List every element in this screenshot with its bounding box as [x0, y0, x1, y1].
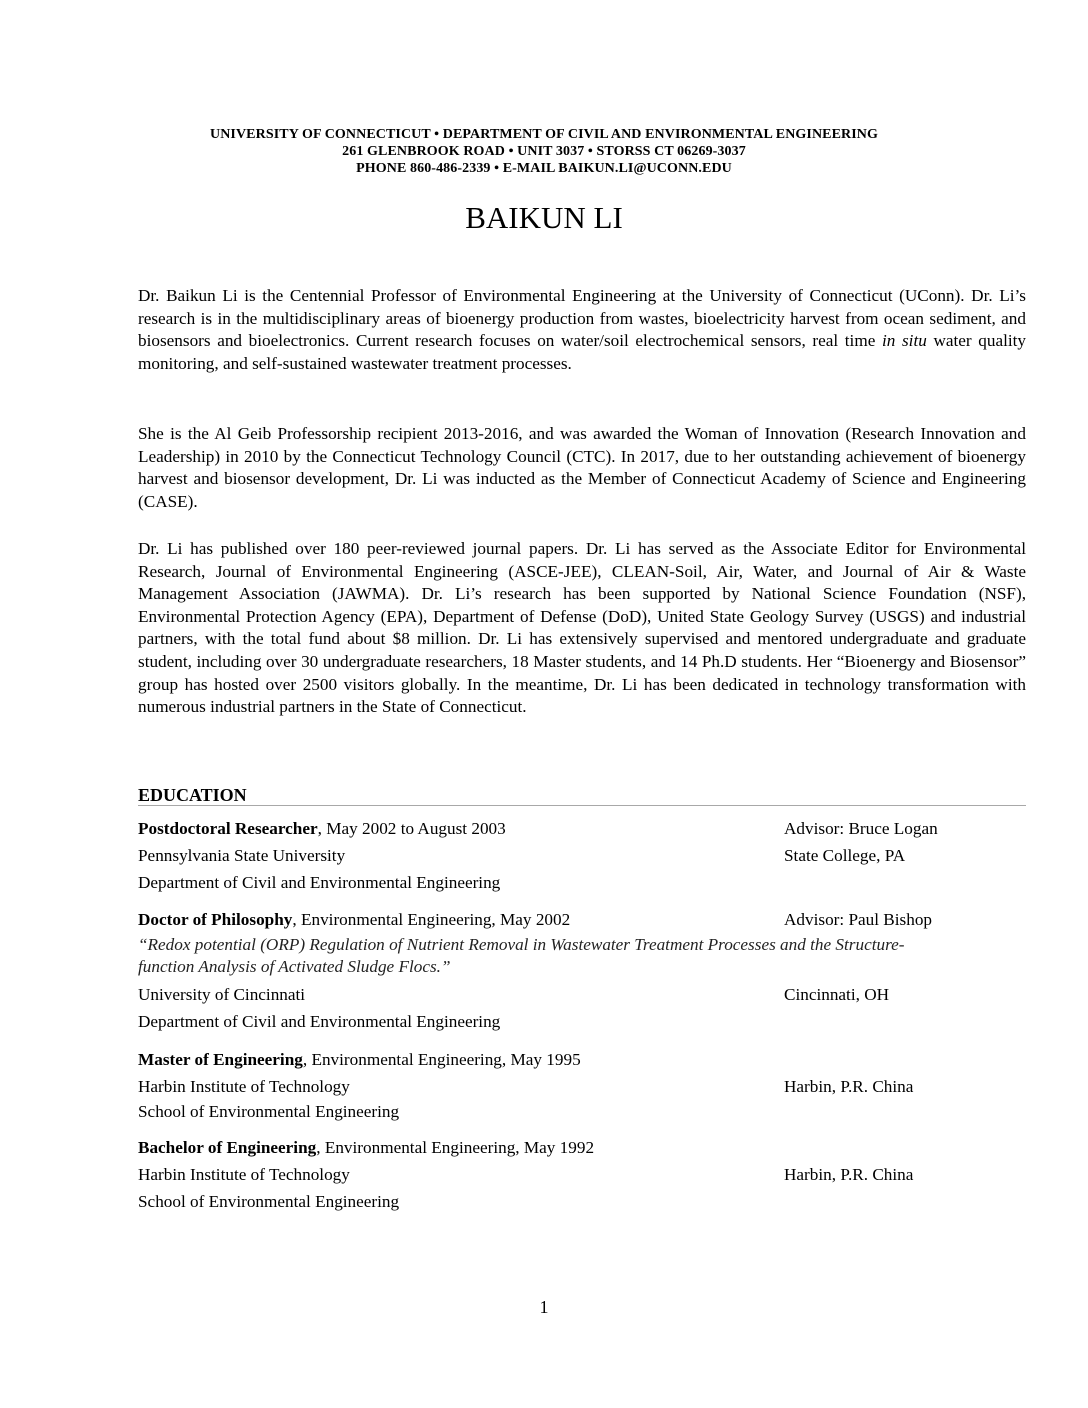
degree-title: Master of Engineering	[138, 1050, 303, 1069]
education-entry	[138, 1134, 1026, 1215]
bio-paragraph-3: Dr. Li has published over 180 peer-reviewed journal papers. Dr. Li has served as the Associate Editor for Environmental Research, Journal of Environmental Engineering (ASCE-JEE), CLEAN-Soil, Air, Water, and Journal of Air & Waste Management Association (JAWMA). Dr. Li’s research has been supported by National Science Foundation (NSF), Environmental Protection Agency (EPA), Department of Defense (DoD), United State Geology Survey (USGS) and industrial partners, with the total fund about $8 million. Dr. Li has extensively supervised and mentored undergraduate and graduate student, including over 30 undergraduate researchers, 18 Master students, and 14 Ph.D students. Her “Bioenergy and Biosensor” group has hosted over 2500 visitors globally. In the meantime, Dr. Li has been dedicated in technology transformation with numerous industrial partners in the State of Connecticut.	[138, 539, 1026, 717]
thesis-title: “Redox potential (ORP) Regulation of Nutrient Removal in Wastewater Treatment Processes and the Structure-function Analysis of Activated Sludge Flocs.”	[138, 935, 905, 976]
contact-header	[0, 126, 1088, 177]
header-contact: PHONE 860-486-2339 • E-MAIL BAIKUN.LI@UCONN.EDU	[356, 161, 732, 176]
education-entry	[138, 906, 1026, 1035]
bio-paragraph-1	[138, 285, 1026, 375]
institution-line	[138, 981, 1026, 1008]
department-line	[138, 1008, 1026, 1035]
bio-paragraph-2: She is the Al Geib Professorship recipient 2013-2016, and was awarded the Woman of Innovation (Research Innovation and Leadership) in 2010 by the Connecticut Technology Council (CTC). In 2017, due to her outstanding achievement of bioenergy harvest and biosensor development, Dr. Li was inducted as the Member of Connecticut Academy of Science and Engineering (CASE).	[138, 424, 1026, 511]
institution-line	[138, 1073, 1026, 1100]
degree-line	[138, 1134, 1026, 1161]
department-line	[138, 869, 1026, 896]
degree-line	[138, 1046, 1026, 1073]
institution-line	[138, 1161, 1026, 1188]
degree-detail: , Environmental Engineering, May 1995	[302, 1050, 581, 1069]
department-line	[138, 1100, 1026, 1123]
location: Harbin, P.R. China	[784, 1077, 914, 1096]
degree-detail: , Environmental Engineering, May 1992	[316, 1138, 595, 1157]
degree-detail: , Environmental Engineering, May 2002	[292, 910, 571, 929]
department: School of Environmental Engineering	[138, 1102, 400, 1121]
section-divider	[138, 805, 1026, 806]
advisor: Advisor: Paul Bishop	[784, 910, 933, 929]
person-name: BAIKUN LI	[465, 200, 623, 235]
page-number: 1	[539, 1297, 549, 1317]
institution: Harbin Institute of Technology	[138, 1077, 350, 1096]
location: State College, PA	[784, 846, 906, 865]
institution: Harbin Institute of Technology	[138, 1165, 350, 1184]
institution: Pennsylvania State University	[138, 846, 346, 865]
institution: University of Cincinnati	[138, 985, 306, 1004]
department: Department of Civil and Environmental Engineering	[138, 873, 501, 892]
degree-title: Postdoctoral Researcher	[138, 819, 318, 838]
bio-italic-text: in situ	[881, 331, 927, 351]
institution-line	[138, 842, 1026, 869]
education-entry	[138, 1046, 1026, 1123]
bio-text: water quality monitoring, and self-sustained wastewater treatment processes.	[138, 331, 1026, 373]
degree-title: Bachelor of Engineering	[138, 1138, 317, 1157]
education-heading: EDUCATION	[138, 785, 247, 805]
department: School of Environmental Engineering	[138, 1192, 400, 1211]
header-affiliation: UNIVERSITY OF CONNECTICUT • DEPARTMENT OF CIVIL AND ENVIRONMENTAL ENGINEERING	[210, 127, 878, 142]
degree-title: Doctor of Philosophy	[138, 910, 293, 929]
advisor: Advisor: Bruce Logan	[784, 819, 938, 838]
location: Cincinnati, OH	[784, 985, 890, 1004]
department-line	[138, 1188, 1026, 1215]
degree-detail: , May 2002 to August 2003	[317, 819, 506, 838]
degree-line	[138, 815, 1026, 842]
location: Harbin, P.R. China	[784, 1165, 914, 1184]
department: Department of Civil and Environmental Engineering	[138, 1012, 501, 1031]
education-entry	[138, 815, 1026, 896]
degree-line	[138, 906, 1026, 933]
bio-text: Dr. Baikun Li is the Centennial Professor of Environmental Engineering at the University of Connecticut (UConn). Dr. Li’s research is in the multidisciplinary areas of bioenergy production from wastes, bioelectricity harvest from ocean sediment, and biosensors and bioelectronics. Current research focuses on water/soil electrochemical sensors, real time	[138, 286, 1026, 351]
header-address: 261 GLENBROOK ROAD • UNIT 3037 • STORSS CT 06269-3037	[342, 144, 746, 159]
